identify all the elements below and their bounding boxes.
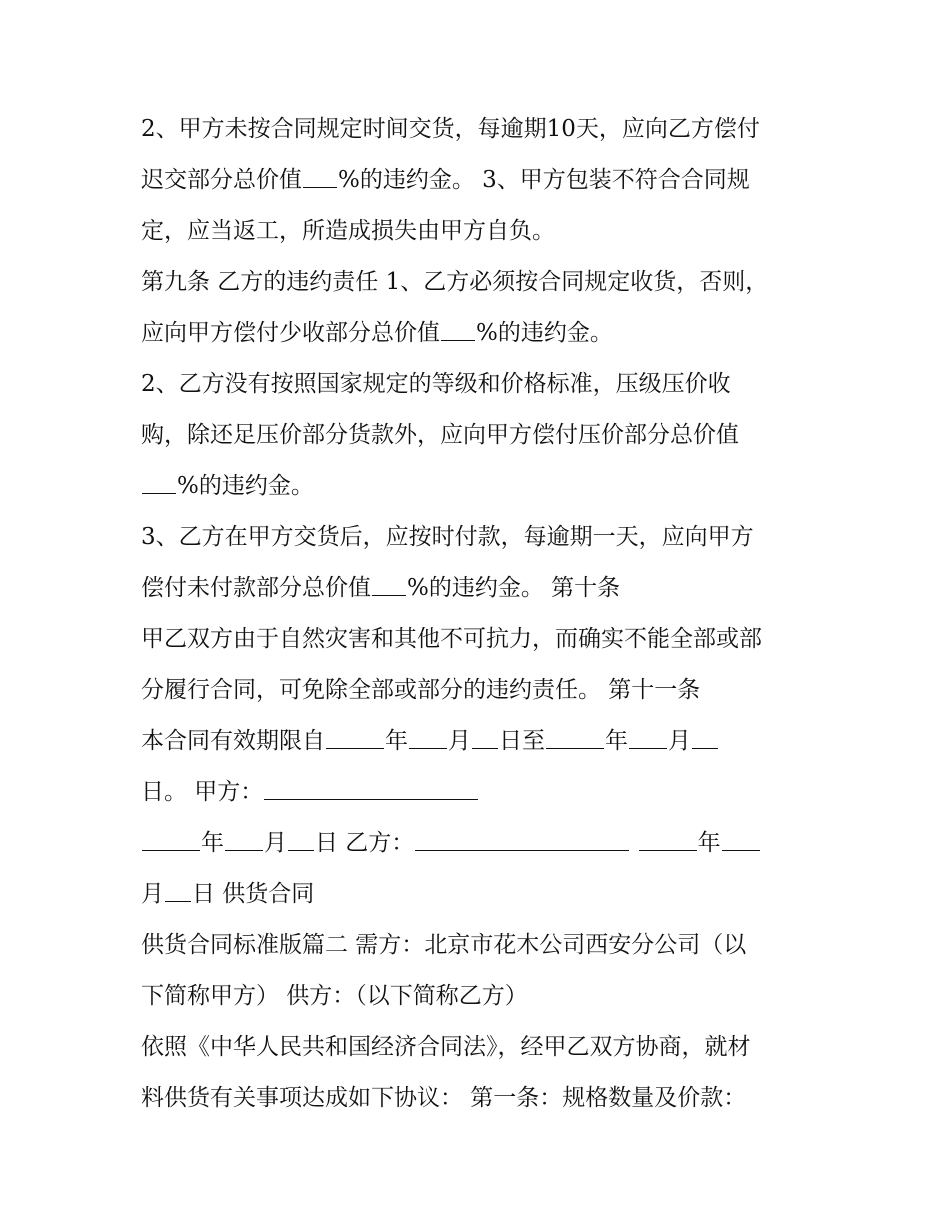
line-text: 分履行合同，可免除全部或部分的违约责任。 第十一条 [141, 677, 701, 703]
line-text: 年 [385, 728, 408, 754]
text-line [141, 1073, 841, 1124]
text-line [141, 512, 841, 563]
line-text: 本合同有效期限自 [141, 728, 325, 754]
line-text: 下简称甲方） 供方：（以下简称乙方） [141, 983, 528, 1009]
fill-in-blank [472, 723, 498, 749]
text-line [141, 614, 841, 665]
fill-in-blank [546, 723, 604, 749]
fill-in-blank [288, 825, 314, 851]
fill-in-blank [639, 825, 697, 851]
text-line [141, 104, 841, 155]
fill-in-blank [303, 162, 337, 188]
fill-in-blank [415, 825, 629, 851]
line-text: 月 [448, 728, 471, 754]
line-text: %的违约金。 [476, 320, 613, 346]
contract-text [141, 104, 841, 1124]
line-text: 2、乙方没有按照国家规定的等级和价格标准，压级压价收 [141, 371, 731, 397]
fill-in-blank [326, 723, 384, 749]
line-text: 第九条 乙方的违约责任 1、乙方必须按合同规定收货，否则， [141, 269, 769, 295]
text-line [141, 1022, 841, 1073]
line-text: 甲乙双方由于自然灾害和其他不可抗力，而确实不能全部或部 [141, 626, 762, 652]
fill-in-blank [722, 825, 760, 851]
text-line [141, 410, 841, 461]
line-text: 日至 [499, 728, 545, 754]
line-text: 应向甲方偿付少收部分总价值 [141, 320, 440, 346]
text-line [141, 155, 841, 206]
text-line [141, 818, 841, 869]
line-text: 日。 甲方： [141, 779, 264, 805]
line-text: 年 [201, 830, 224, 856]
fill-in-blank [142, 825, 200, 851]
fill-in-blank [629, 723, 667, 749]
line-text: 依照《中华人民共和国经济合同法》，经甲乙双方协商，就材 [141, 1034, 751, 1060]
line-text: 定，应当返工，所造成损失由甲方自负。 [141, 218, 555, 244]
text-line [141, 308, 841, 359]
line-text: %的违约金。 [177, 473, 314, 499]
line-text: 供货合同标准版篇二 需方：北京市花木公司西安分公司（以 [141, 932, 747, 958]
text-line [141, 971, 841, 1022]
text-line [141, 257, 841, 308]
line-text: 迟交部分总价值 [141, 167, 302, 193]
line-text: 2、甲方未按合同规定时间交货，每逾期10天，应向乙方偿付 [141, 116, 760, 142]
text-line [141, 869, 841, 920]
fill-in-blank [165, 876, 191, 902]
text-line [141, 716, 841, 767]
line-text: 月 [264, 830, 287, 856]
line-text: 日 供货合同 [192, 881, 315, 907]
text-line [141, 767, 841, 818]
fill-in-blank [441, 315, 475, 341]
fill-in-blank [142, 468, 176, 494]
fill-in-blank [372, 570, 406, 596]
line-text: 日 乙方： [315, 830, 415, 856]
text-line [141, 206, 841, 257]
fill-in-blank [409, 723, 447, 749]
line-text: %的违约金。 3、甲方包装不符合合同规 [338, 167, 750, 193]
fill-in-blank [692, 723, 718, 749]
line-text: 3、乙方在甲方交货后，应按时付款，每逾期一天，应向甲方 [141, 524, 754, 550]
line-text: 年 [697, 830, 721, 856]
line-text: 购，除还足压价部分货款外，应向甲方偿付压价部分总价值 [141, 422, 739, 448]
text-line [141, 359, 841, 410]
text-line [141, 920, 841, 971]
text-line [141, 665, 841, 716]
line-text: 年 [605, 728, 628, 754]
text-line [141, 461, 841, 512]
line-text: 料供货有关事项达成如下协议： 第一条：规格数量及价款： [141, 1085, 747, 1111]
line-text: 月 [668, 728, 691, 754]
fill-in-blank [225, 825, 263, 851]
line-text: 偿付未付款部分总价值 [141, 575, 371, 601]
text-line [141, 563, 841, 614]
line-text: 月 [141, 881, 164, 907]
fill-in-blank [264, 774, 478, 800]
line-text: %的违约金。 第十条 [407, 575, 621, 601]
